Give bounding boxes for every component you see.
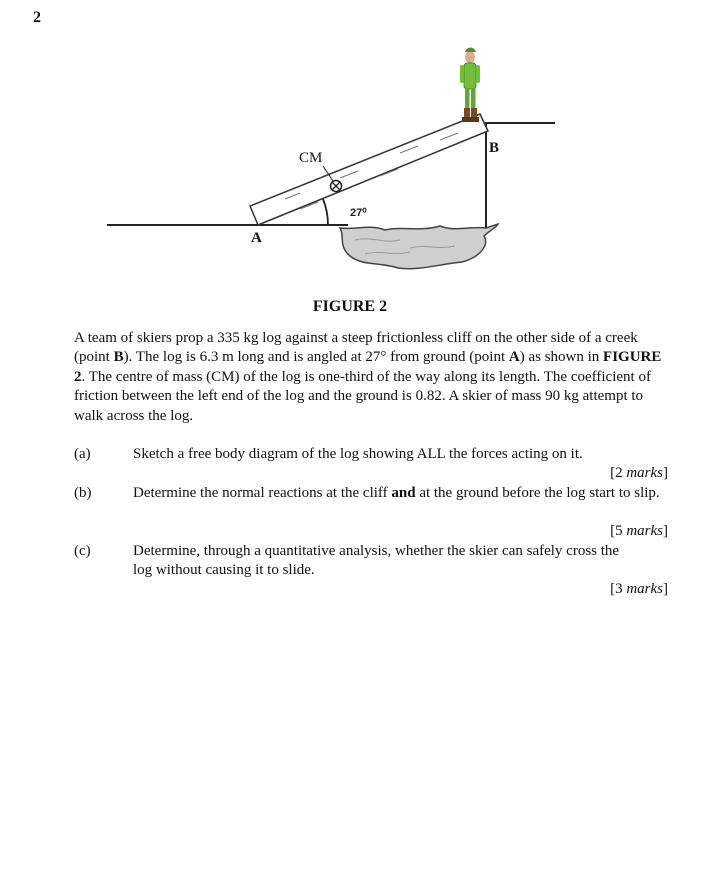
page-number: 2 — [33, 9, 41, 26]
point-b-ref: B — [113, 349, 124, 366]
point-a-ref: A — [508, 349, 520, 366]
marks: [5 marks] — [610, 523, 668, 539]
question-b — [0, 484, 720, 544]
label-b: B — [489, 140, 500, 156]
figure-caption: FIGURE 2 — [312, 298, 388, 315]
question-text: Determine the normal reactions at the cliff and at the ground before the log start to slip. — [133, 485, 660, 501]
problem-text-1: A team of skiers prop a 335 kg log against a steep frictionless cliff on the other side of a creek (point — [74, 330, 638, 366]
problem-text-2: ). The log is 6.3 m long and is angled at 27° from ground (point — [123, 349, 509, 366]
question-label: (a) — [74, 446, 91, 462]
log — [250, 114, 488, 225]
problem-text-3: ) as shown in — [519, 349, 604, 366]
angle-arc — [323, 199, 328, 225]
question-label: (b) — [74, 485, 92, 501]
marks: [3 marks] — [610, 581, 668, 597]
figure-ref: FIGURE 2 — [74, 349, 662, 385]
cliff-face — [486, 123, 555, 228]
skier-figure — [460, 48, 480, 123]
question-text: Sketch a free body diagram of the log showing ALL the forces acting on it. — [133, 446, 583, 462]
marks: [2 marks] — [610, 465, 668, 481]
figure-2-diagram — [0, 0, 720, 300]
problem-text-4: . The centre of mass (CM) of the log is one-third of the way along its length. The coefficient of friction between the left end of the log and the ground is 0.82. A skier of mass 90 kg attempt to walk across the log. — [74, 368, 651, 424]
problem-statement — [74, 329, 674, 426]
question-c — [0, 542, 720, 602]
cm-marker — [331, 181, 342, 192]
angle-label: 27⁰ — [350, 207, 367, 219]
label-a: A — [251, 230, 262, 246]
question-a — [0, 445, 720, 485]
question-text: Determine, through a quantitative analysis, whether the skier can safely cross the log without causing it to slide. — [133, 543, 620, 579]
label-cm: CM — [299, 150, 323, 166]
question-label: (c) — [74, 543, 91, 559]
